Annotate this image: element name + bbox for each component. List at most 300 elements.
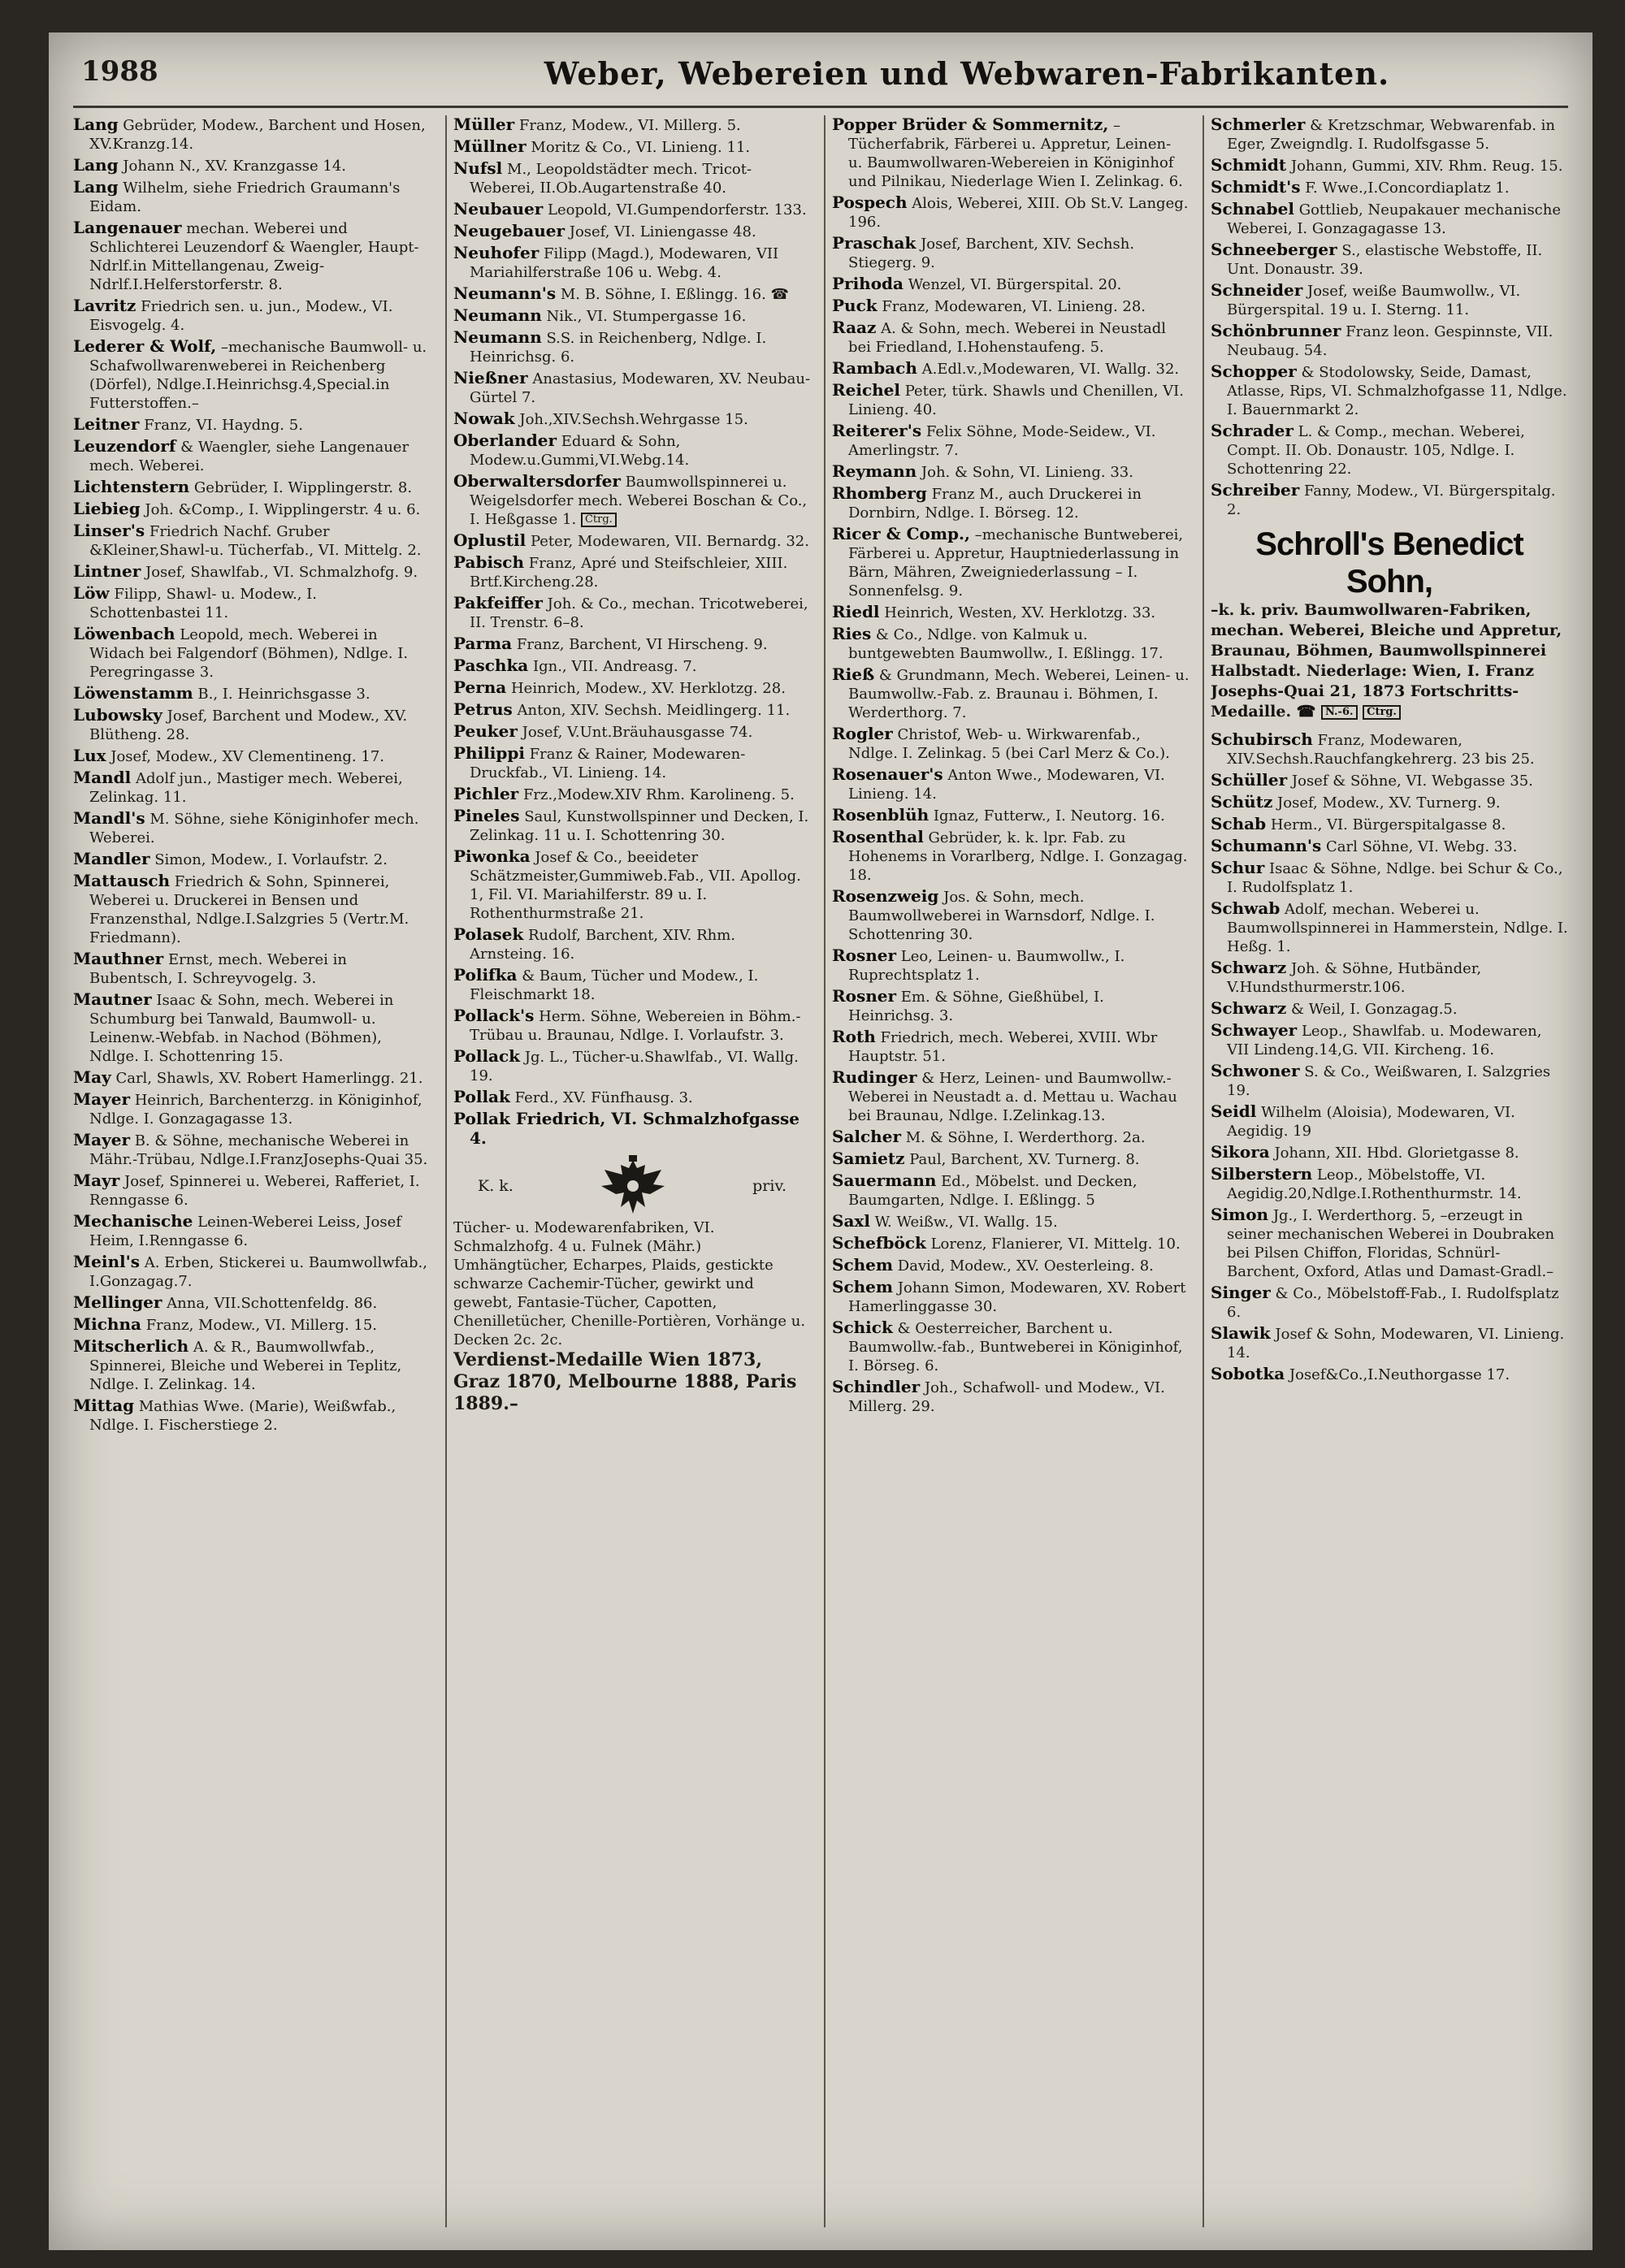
- entry-name: Lang: [73, 155, 119, 175]
- directory-entry: [73, 1171, 431, 1210]
- entry-details: Josef & Söhne, VI. Webgasse 35.: [1287, 773, 1533, 790]
- entry-name: Mandl: [73, 768, 132, 787]
- directory-entry: [453, 553, 811, 591]
- entry-name: Popper Brüder & Sommernitz,: [832, 115, 1109, 134]
- entry-name: Nowak: [453, 409, 515, 428]
- entry-name: Schmerler: [1211, 115, 1306, 134]
- entry-details: Joh.,XIV.Sechsh.Wehrgasse 15.: [514, 411, 748, 428]
- entry-name: Rosenzweig: [832, 886, 939, 906]
- entry-details: Leinen-Weberei Leiss, Josef Heim, I.Renngasse 6.: [89, 1214, 401, 1249]
- entry-details: Gebrüder, Modew., Barchent und Hosen, XV.Kranzg.14.: [89, 117, 426, 153]
- kk-advertisement: [453, 1153, 811, 1415]
- entry-details: Josef, Barchent, XIV. Sechsh. Stiegerg. 9.: [848, 236, 1135, 271]
- entry-name: Pospech: [832, 193, 908, 212]
- entry-name: Peuker: [453, 721, 518, 741]
- entry-name: Sauermann: [832, 1171, 937, 1190]
- entry-name: Michna: [73, 1314, 141, 1334]
- entry-details: S. & Co., Weißwaren, I. Salzgries 19.: [1227, 1063, 1551, 1099]
- entry-name: Liebieg: [73, 499, 141, 518]
- entry-name: Müllner: [453, 136, 526, 156]
- directory-entry: [1211, 362, 1568, 419]
- directory-entry: [832, 1149, 1190, 1169]
- directory-entry: [73, 1068, 431, 1088]
- directory-entry: [832, 525, 1190, 600]
- directory-entry: [73, 1131, 431, 1169]
- entry-details: Ed., Möbelst. und Decken, Baumgarten, Ndlge. I. Eßlingg. 5: [848, 1173, 1138, 1209]
- directory-entry: [453, 807, 811, 845]
- directory-entry: [832, 603, 1190, 622]
- entry-details: Joh. & Söhne, Hutbänder, V.Hundsthurmerstr.106.: [1227, 960, 1482, 996]
- directory-entry: [453, 700, 811, 720]
- directory-entry: [73, 706, 431, 744]
- directory-entry: [73, 522, 431, 560]
- entry-details: Carl, Shawls, XV. Robert Hamerlingg. 21.: [110, 1070, 423, 1087]
- entry-details: mechan. Weberei und Schlichterei Leuzendorf & Waengler, Haupt-Ndrlf.in Mittellangenau, Zweig-Ndrlf.I.Helferstorferstr. 8.: [89, 220, 419, 293]
- column-3: [832, 115, 1190, 2227]
- directory-entry: [1211, 1283, 1568, 1322]
- advertisement-body: –k. k. priv. Baumwollwaren-Fabriken, mechan. Weberei, Bleiche und Appretur, Braunau, Böhmen, Baumwollspinnerei Halbstadt. Niederlage: Wien, I. Franz Josephs-Quai 21, 1873 Fortschritts-Medaille. ☎ N.-6. Ctrg.: [1211, 601, 1562, 721]
- entry-details: A. Erben, Stickerei u. Baumwollwfab., I.Gonzagag.7.: [89, 1254, 427, 1290]
- directory-entry: [832, 422, 1190, 460]
- directory-entry: [73, 219, 431, 294]
- entry-details: Anastasius, Modewaren, XV. Neubau-Gürtel 7.: [470, 370, 811, 406]
- entry-name: Nufsl: [453, 158, 503, 178]
- entry-details: Em. & Söhne, Gießhübel, I. Heinrichsg. 3.: [848, 989, 1104, 1024]
- entry-name: Philippi: [453, 743, 525, 763]
- entry-details: Heinrich, Barchenterzg. in Königinhof, Ndlge. I. Gonzagagasse 13.: [89, 1092, 422, 1128]
- directory-entry: [832, 275, 1190, 294]
- directory-entry: [1211, 322, 1568, 360]
- entry-name: Schreiber: [1211, 480, 1300, 500]
- directory-entry: [73, 1090, 431, 1128]
- entry-details: S., elastische Webstoffe, II. Unt. Donaustr. 39.: [1227, 242, 1543, 278]
- entry-name: Mauthner: [73, 949, 164, 968]
- directory-entry: [73, 950, 431, 988]
- entry-details: Franz, Modewaren, XIV.Sechsh.Rauchfangkehrerg. 23 bis 25.: [1227, 732, 1535, 768]
- entry-details: Friedrich sen. u. jun., Modew., VI. Eisvogelg. 4.: [89, 298, 393, 334]
- entry-details: Franz & Rainer, Modewaren-Druckfab., VI. Linieng. 14.: [470, 746, 746, 781]
- entry-details: A. & Sohn, mech. Weberei in Neustadl bei Friedland, I.Hohenstaufeng. 5.: [848, 320, 1167, 356]
- entry-name: Oberwaltersdorfer: [453, 471, 621, 491]
- directory-entry: [73, 478, 431, 497]
- directory-entry: [453, 634, 811, 654]
- entry-name: Singer: [1211, 1283, 1271, 1302]
- entry-details: Josef & Co., beeideter Schätzmeister,Gummiweb.Fab., VII. Apollog. 1, Fil. VI. Mariahilferstr. 89 u. I. Rothenthurmstraße 21.: [470, 849, 801, 922]
- directory-entry: [832, 1378, 1190, 1416]
- entry-name: Schwayer: [1211, 1020, 1298, 1040]
- entry-name: Schütz: [1211, 792, 1273, 812]
- entry-name: Mittag: [73, 1396, 135, 1415]
- directory-entry: [1211, 1062, 1568, 1100]
- entry-name: Schmidt: [1211, 155, 1287, 175]
- directory-entry: [832, 234, 1190, 272]
- entry-name: Mandl's: [73, 808, 145, 828]
- directory-entry: [1211, 1205, 1568, 1281]
- kk-left-label: K. k.: [478, 1177, 514, 1195]
- entry-details: Adolf, mechan. Weberei u. Baumwollspinnerei in Hammerstein, Ndlge. I. Heßg. 1.: [1227, 901, 1568, 955]
- column-1: [73, 115, 431, 2227]
- directory-entry: [1211, 1102, 1568, 1140]
- entry-name: Piwonka: [453, 846, 531, 866]
- entry-name: Rosenauer's: [832, 764, 943, 784]
- entry-details: & Baum, Tücher und Modew., I. Fleischmarkt 18.: [470, 967, 759, 1003]
- entry-details: David, Modew., XV. Oesterleing. 8.: [893, 1257, 1154, 1275]
- directory-entry: [832, 1256, 1190, 1275]
- entry-name: Schrader: [1211, 421, 1294, 440]
- directory-entry: [1211, 1324, 1568, 1362]
- entry-details: Johann, XII. Hbd. Glorietgasse 8.: [1269, 1145, 1519, 1162]
- directory-entry: [1211, 281, 1568, 319]
- directory-entry: [832, 765, 1190, 803]
- entry-details: & Kretzschmar, Webwarenfab. in Eger, Zweigndlg. I. Rudolfsgasse 5.: [1227, 117, 1556, 153]
- column-2: [453, 115, 811, 2227]
- directory-entry: [1211, 240, 1568, 279]
- directory-entry: [832, 1318, 1190, 1375]
- directory-entry: [453, 1110, 811, 1149]
- entry-name: Schab: [1211, 814, 1267, 833]
- entry-name: Riedl: [832, 602, 880, 621]
- directory-entry: [1211, 178, 1568, 197]
- entry-details: Gebrüder, I. Wipplingerstr. 8.: [189, 479, 413, 496]
- directory-entry: [832, 946, 1190, 985]
- directory-entry: [73, 990, 431, 1066]
- entry-name: Sobotka: [1211, 1364, 1285, 1383]
- entry-name: Pollack's: [453, 1006, 535, 1025]
- directory-entry: [1211, 730, 1568, 768]
- entry-details: Johann, Gummi, XIV. Rhm. Reug. 15.: [1286, 158, 1563, 175]
- entry-name: Rogler: [832, 724, 893, 743]
- entry-name: Nießner: [453, 368, 528, 387]
- directory-entry: [1211, 999, 1568, 1019]
- entry-details: Leo, Leinen- u. Baumwollw., I. Ruprechtsplatz 1.: [848, 948, 1125, 984]
- entry-details: Anton, XIV. Sechsh. Meidlingerg. 11.: [512, 702, 791, 719]
- entry-details: B., I. Heinrichsgasse 3.: [193, 686, 370, 703]
- entry-details: Alois, Weberei, XIII. Ob St.V. Langeg. 196.: [848, 195, 1189, 231]
- entry-details: Baumwollspinnerei u. Weigelsdorfer mech. Weberei Boschan & Co., I. Heßgasse 1.: [470, 474, 808, 528]
- entry-name: Langenauer: [73, 218, 182, 237]
- directory-entry: [1211, 793, 1568, 812]
- entry-details: Leop., Shawlfab. u. Modewaren, VII Lindeng.14,G. VII. Kircheng. 16.: [1227, 1023, 1542, 1058]
- directory-entry: [453, 656, 811, 676]
- entry-name: Leitner: [73, 414, 140, 434]
- entry-name: Paschka: [453, 656, 529, 675]
- directory-entry: [73, 337, 431, 413]
- entry-details: Friedrich, mech. Weberei, XVIII. Wbr Hauptstr. 51.: [848, 1029, 1158, 1065]
- entry-details: Joh. & Sohn, VI. Linieng. 33.: [916, 464, 1133, 481]
- directory-entry: [453, 244, 811, 282]
- entry-name: Puck: [832, 296, 878, 315]
- entry-name: Löwenbach: [73, 624, 176, 643]
- entry-details: Ernst, mech. Weberei in Bubentsch, I. Schreyvogelg. 3.: [89, 951, 347, 987]
- directory-entry: [73, 1293, 431, 1313]
- entry-details: Herm., VI. Bürgerspitalgasse 8.: [1266, 816, 1506, 833]
- entry-name: Meinl's: [73, 1252, 140, 1271]
- directory-entry: [73, 625, 431, 682]
- directory-entry: [832, 193, 1190, 232]
- entry-name: Simon: [1211, 1205, 1269, 1224]
- entry-name: Schur: [1211, 858, 1265, 877]
- entry-name: Lux: [73, 746, 106, 765]
- directory-entry: [73, 850, 431, 869]
- entry-name: Mautner: [73, 989, 152, 1009]
- entry-details: Friedrich & Sohn, Spinnerei, Weberei u. Druckerei in Bensen und Franzensthal, Ndlge.I.Salzgries 5 (Vertr.M. Friedmann).: [89, 873, 410, 946]
- entry-details: Filipp (Magd.), Modewaren, VII Mariahilferstraße 106 u. Webg. 4.: [470, 245, 779, 281]
- entry-details: Isaac & Sohn, mech. Weberei in Schumburg bei Tanwald, Baumwoll- u. Leinenw.-Webfab. in Nachod (Böhmen), Ndlge. I. Schottenring 15.: [89, 992, 394, 1065]
- directory-entry: [73, 156, 431, 175]
- directory-entry: [73, 437, 431, 475]
- entry-details: Johann Simon, Modewaren, XV. Robert Hamerlinggasse 30.: [848, 1279, 1186, 1315]
- directory-entry: [832, 115, 1190, 191]
- badge-box: Ctrg.: [1363, 705, 1401, 720]
- entry-details: Peter, türk. Shawls und Chenillen, VI. Linieng. 40.: [848, 383, 1185, 418]
- entry-details: Friedrich Nachf. Gruber &Kleiner,Shawl-u. Tücherfab., VI. Mittelg. 2.: [89, 523, 422, 559]
- entry-details: Filipp, Shawl- u. Modew., I. Schottenbastei 11.: [89, 586, 317, 621]
- entry-details: A. & R., Baumwollwfab., Spinnerei, Bleiche und Weberei in Teplitz, Ndlge. I. Zelinkag. 14.: [89, 1339, 402, 1393]
- directory-entry: [1211, 899, 1568, 956]
- entry-name: Lubowsky: [73, 705, 162, 725]
- entry-details: Franz, Modew., VI. Millerg. 5.: [514, 117, 741, 134]
- advertisement-title: Schroll's Benedict Sohn,: [1255, 526, 1523, 599]
- entry-details: Leop., Möbelstoffe, VI. Aegidig.20,Ndlge.I.Rothenthurmstr. 14.: [1227, 1166, 1522, 1202]
- directory-entry: [832, 381, 1190, 419]
- entry-details: L. & Comp., mechan. Weberei, Compt. II. Ob. Donaustr. 105, Ndlge. I. Schottenring 22.: [1227, 423, 1525, 478]
- entry-details: & Oesterreicher, Barchent u. Baumwollw.-fab., Buntweberei in Königinhof, I. Börseg. 6.: [848, 1320, 1183, 1374]
- directory-entry: [1211, 422, 1568, 478]
- entry-details: Johann N., XV. Kranzgasse 14.: [118, 158, 347, 175]
- entry-name: Rhomberg: [832, 483, 927, 503]
- entry-name: Oberlander: [453, 431, 557, 450]
- entry-name: Slawik: [1211, 1323, 1271, 1343]
- directory-entry: [73, 562, 431, 582]
- double-eagle-icon: [596, 1153, 670, 1218]
- entry-name: Salcher: [832, 1127, 901, 1146]
- directory-entry: [453, 328, 811, 366]
- entry-details: S.S. in Reichenberg, Ndlge. I. Heinrichsg. 6.: [470, 330, 767, 366]
- column-divider: [445, 115, 447, 2227]
- entry-details: Ign., VII. Andreasg. 7.: [528, 658, 697, 675]
- entry-details: M. B. Söhne, I. Eßlingg. 16. ☎: [556, 286, 789, 303]
- directory-entry: [453, 306, 811, 326]
- entry-details: Fanny, Modew., VI. Bürgerspitalg. 2.: [1227, 483, 1556, 518]
- entry-name: Neugebauer: [453, 221, 566, 240]
- entry-name: Schwoner: [1211, 1061, 1300, 1080]
- entry-details: Frz.,Modew.XIV Rhm. Karolineng. 5.: [518, 786, 795, 803]
- entry-name: Saxl: [832, 1211, 870, 1231]
- entry-name: Pichler: [453, 784, 519, 803]
- directory-page: [49, 32, 1592, 2250]
- entry-details: Jos. & Sohn, mech. Baumwollweberei in Warnsdorf, Ndlge. I. Schottenring 30.: [848, 889, 1155, 943]
- entry-name: Neumann: [453, 327, 542, 347]
- entry-name: Lang: [73, 177, 119, 197]
- entry-name: Lintner: [73, 561, 141, 581]
- directory-entry: [73, 500, 431, 519]
- entry-details: Ferd., XV. Fünfhausg. 3.: [509, 1089, 693, 1106]
- entry-name: Rudinger: [832, 1067, 917, 1087]
- entry-name: Lang: [73, 115, 119, 134]
- column-4: [1211, 115, 1568, 2227]
- entry-name: Rosenblüh: [832, 805, 930, 825]
- entry-details: Franz, VI. Haydng. 5.: [139, 417, 303, 434]
- directory-entry: [1211, 156, 1568, 175]
- directory-entry: [453, 284, 811, 304]
- entry-name: Schmidt's: [1211, 177, 1301, 197]
- directory-entry: [73, 415, 431, 435]
- directory-entry: [832, 725, 1190, 763]
- entry-name: Schneeberger: [1211, 240, 1337, 259]
- entry-details: Josef, Modew., XV Clementineng. 17.: [106, 748, 384, 765]
- directory-entry: [453, 222, 811, 241]
- directory-entry: [73, 178, 431, 216]
- entry-name: Perna: [453, 677, 507, 697]
- entry-details: Moritz & Co., VI. Linieng. 11.: [526, 139, 751, 156]
- directory-entry: [832, 665, 1190, 722]
- directory-entry: [453, 1088, 811, 1107]
- entry-name: Prihoda: [832, 274, 904, 293]
- directory-entry: [1211, 1143, 1568, 1162]
- entry-name: Pakfeiffer: [453, 593, 543, 612]
- directory-entry: [73, 115, 431, 154]
- entry-details: Joh. & Co., mechan. Tricotweberei, II. Trenstr. 6–8.: [470, 595, 808, 631]
- entry-details: & Herz, Leinen- und Baumwollw.-Weberei in Neustadt a. d. Mettau u. Wachau bei Braunau, Ndlge. I.Zelinkag.13.: [848, 1070, 1177, 1124]
- directory-entry: [832, 1028, 1190, 1066]
- entry-name: Pollack: [453, 1046, 521, 1066]
- header-rule: [73, 106, 1568, 108]
- entry-name: Pabisch: [453, 552, 525, 572]
- entry-details: Franz, Apré und Steifschleier, XIII. Brtf.Kircheng.28.: [470, 555, 788, 591]
- entry-details: Josef, Modew., XV. Turnerg. 9.: [1272, 794, 1501, 812]
- entry-name: Linser's: [73, 521, 145, 540]
- directory-entry: [453, 431, 811, 470]
- entry-name: Schwab: [1211, 898, 1280, 918]
- entry-details: Eduard & Sohn, Modew.u.Gummi,VI.Webg.14.: [470, 433, 690, 469]
- kk-medals: Verdienst-Medaille Wien 1873, Graz 1870, Melbourne 1888, Paris 1889.–: [453, 1349, 797, 1414]
- entry-name: Schwarz: [1211, 958, 1287, 977]
- directory-entry: [453, 785, 811, 804]
- entry-details: Saul, Kunstwollspinner und Decken, I. Zelinkag. 11 u. I. Schottenring 30.: [470, 808, 809, 844]
- directory-entry: [73, 872, 431, 947]
- directory-entry: [1211, 771, 1568, 790]
- entry-details: Wilhelm (Aloisia), Modewaren, VI. Aegidig. 19: [1227, 1104, 1515, 1140]
- entry-details: Heinrich, Modew., XV. Herklotzg. 28.: [506, 680, 786, 697]
- entry-name: Schem: [832, 1277, 894, 1296]
- entry-name: Schwarz: [1211, 998, 1287, 1018]
- directory-entry: [832, 806, 1190, 825]
- directory-entry: [1211, 481, 1568, 519]
- entry-name: Pollak: [453, 1109, 510, 1128]
- entry-details: Leopold, mech. Weberei in Widach bei Falgendorf (Böhmen), Ndlge. I. Peregringasse 3.: [89, 626, 409, 681]
- entry-name: Neubauer: [453, 199, 544, 219]
- directory-entry: [1211, 115, 1568, 154]
- entry-name: Schneider: [1211, 280, 1303, 300]
- entry-name: Mattausch: [73, 871, 171, 890]
- directory-entry: [453, 159, 811, 197]
- directory-entry: [453, 137, 811, 157]
- entry-details: Felix Söhne, Mode-Seidew., VI. Amerlingstr. 7.: [848, 423, 1156, 459]
- entry-details: A.Edl.v.,Modewaren, VI. Wallg. 32.: [916, 361, 1180, 378]
- entry-name: Rosenthal: [832, 827, 924, 846]
- entry-details: Jg., I. Werderthorg. 5, –erzeugt in seiner mechanischen Weberei in Doubraken bei Pilsen Chiffon, Floridas, Schnürl-Barchent, Oxford, Atlas und Damast-Gradl.–: [1227, 1207, 1555, 1280]
- entry-details: & Co., Möbelstoff-Fab., I. Rudolfsplatz 6.: [1227, 1285, 1559, 1321]
- entry-name: Mitscherlich: [73, 1336, 189, 1356]
- entry-details: Adolf jun., Mastiger mech. Weberei, Zelinkag. 11.: [89, 770, 403, 806]
- directory-entry: [73, 296, 431, 335]
- entry-name: Neumann: [453, 305, 542, 325]
- entry-details: Josef, V.Unt.Bräuhausgasse 74.: [517, 724, 753, 741]
- entry-name: Löwenstamm: [73, 683, 193, 703]
- directory-entry: [1211, 1021, 1568, 1059]
- entry-name: Schopper: [1211, 361, 1297, 381]
- entry-name: Schindler: [832, 1377, 921, 1396]
- entry-name: Schem: [832, 1255, 894, 1275]
- entry-name: Schumann's: [1211, 836, 1322, 855]
- entry-name: Rambach: [832, 358, 917, 378]
- entry-name: Reymann: [832, 461, 917, 481]
- entry-details: M. & Söhne, I. Werderthorg. 2a.: [900, 1129, 1146, 1146]
- entry-name: Raaz: [832, 318, 877, 337]
- directory-entry: [832, 1128, 1190, 1147]
- entry-details: Peter, Modewaren, VII. Bernardg. 32.: [526, 533, 809, 550]
- entry-name: Petrus: [453, 699, 513, 719]
- entry-details: & Waengler, siehe Langenauer mech. Weberei.: [89, 439, 410, 474]
- entry-name: Lederer & Wolf,: [73, 336, 217, 356]
- entry-details: F. Wwe.,I.Concordiaplatz 1.: [1300, 180, 1510, 197]
- directory-entry: [1211, 200, 1568, 238]
- entry-details: & Co., Ndlge. von Kalmuk u. buntgewebten Baumwollw., I. Eßlingg. 17.: [848, 626, 1164, 662]
- directory-entry: [453, 925, 811, 963]
- entry-details: Leopold, VI.Gumpendorferstr. 133.: [543, 201, 807, 219]
- entry-name: Rosner: [832, 986, 897, 1006]
- kk-heading: [453, 1153, 811, 1218]
- entry-details: Isaac & Söhne, Ndlge. bei Schur & Co., I. Rudolfsplatz 1.: [1227, 860, 1563, 896]
- entry-details: Anna, VII.Schottenfeldg. 86.: [162, 1295, 378, 1312]
- entry-details: Josef, Barchent und Modew., XV. Blütheng. 28.: [89, 708, 408, 743]
- directory-entry: [832, 1171, 1190, 1210]
- entry-details: Jg. L., Tücher-u.Shawlfab., VI. Wallg. 19.: [470, 1049, 799, 1084]
- directory-entry: [453, 369, 811, 407]
- entry-details: W. Weißw., VI. Wallg. 15.: [869, 1214, 1058, 1231]
- directory-entry: [453, 678, 811, 698]
- entry-name: Leuzendorf: [73, 436, 176, 456]
- entry-name: Neumann's: [453, 284, 557, 303]
- directory-entry: [1211, 837, 1568, 856]
- directory-entry: [453, 200, 811, 219]
- entry-name: Lichtenstern: [73, 477, 190, 496]
- entry-details: Wenzel, VI. Bürgerspital. 20.: [904, 276, 1122, 293]
- column-divider: [824, 115, 826, 2227]
- entry-name: May: [73, 1067, 111, 1087]
- entry-name: Lavritz: [73, 296, 136, 315]
- entry-details: –mechanische Buntweberei, Färberei u. Appretur, Hauptniederlassung in Bärn, Mähren, Zweigniederlassung – I. Sonnenfelsg. 9.: [848, 526, 1184, 599]
- directory-entry: [832, 625, 1190, 663]
- entry-details: & Grundmann, Mech. Weberei, Leinen- u. Baumwollw.-Fab. z. Braunau i. Böhmen, I. Werderthorg. 7.: [848, 667, 1190, 721]
- directory-entry: [1211, 859, 1568, 897]
- kk-right-label: priv.: [752, 1177, 786, 1195]
- directory-entry: [832, 1068, 1190, 1125]
- directory-entry: [832, 1278, 1190, 1316]
- entry-details: Friedrich, VI. Schmalzhofgasse 4.: [470, 1109, 800, 1148]
- directory-entry: [73, 1315, 431, 1335]
- badge-box: N.-6.: [1321, 705, 1358, 720]
- entry-name: Praschak: [832, 233, 916, 253]
- entry-details: Mathias Wwe. (Marie), Weißwfab., Ndlge. I. Fischerstiege 2.: [89, 1398, 396, 1434]
- entry-name: Polasek: [453, 924, 524, 944]
- entry-details: B. & Söhne, mechanische Weberei in Mähr.-Trübau, Ndlge.I.FranzJosephs-Quai 35.: [89, 1132, 428, 1168]
- kk-description: Tücher- u. Modewarenfabriken, VI. Schmalzhofg. 4 u. Fulnek (Mähr.) Umhängtücher, Echarpes, Plaids, gestickte schwarze Cachemir-Tücher, gewirkt und gewebt, Fantasie-Tücher, Capotten, Chenilletücher, Chenille-Portièren, Vorhänge u. Decken 2c. 2c.: [453, 1219, 806, 1348]
- directory-entry: [73, 1212, 431, 1250]
- entry-details: Carl Söhne, VI. Webg. 33.: [1321, 838, 1518, 855]
- entry-details: Franz leon. Gespinnste, VII. Neubaug. 54.: [1227, 323, 1554, 359]
- entry-details: Josef, Spinnerei u. Weberei, Rafferiet, I. Renngasse 6.: [89, 1173, 420, 1209]
